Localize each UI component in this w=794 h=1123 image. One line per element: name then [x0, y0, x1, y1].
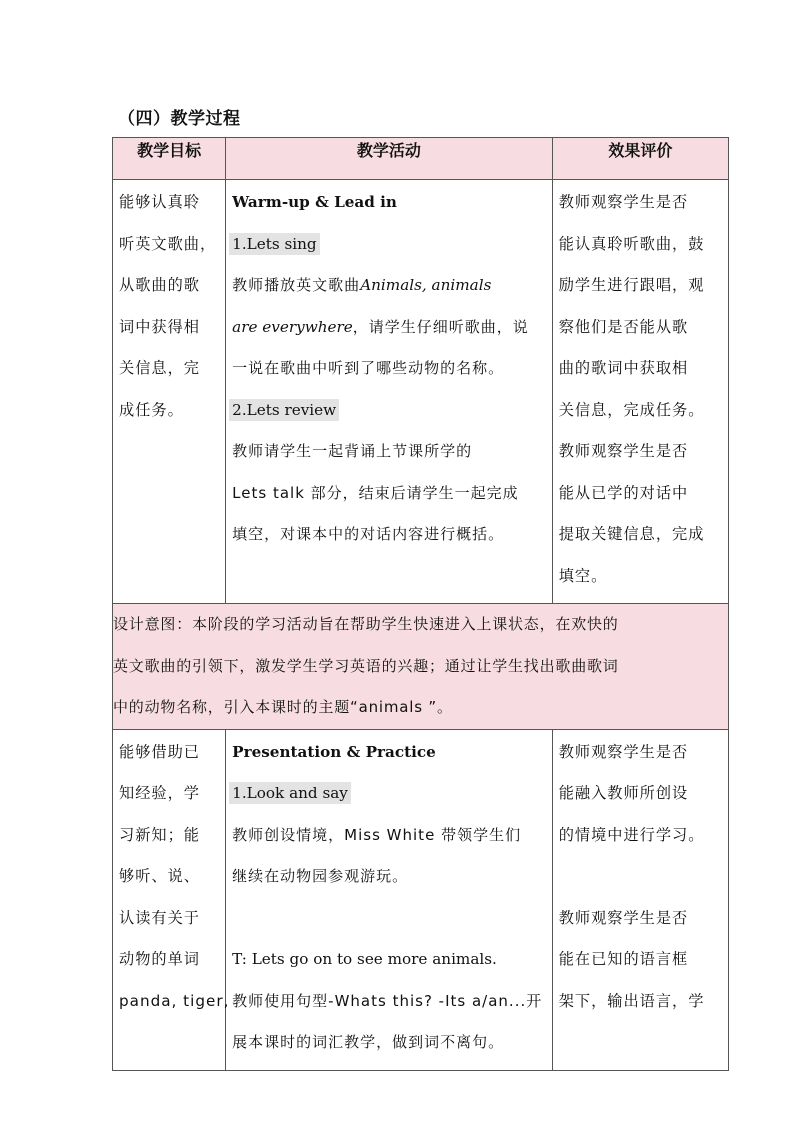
evaluation-line: 教师观察学生是否 [558, 742, 689, 761]
evaluation-line: 教师观察学生是否 [558, 908, 689, 927]
activity-text: 教师请学生一起背诵上节课所学的 [232, 442, 473, 460]
activity-text [232, 898, 546, 940]
activity-text: T: Lets go on to see more animals. [232, 950, 497, 968]
activity-text: 教师播放英文歌曲 [232, 276, 361, 294]
goal-cell-presentation [113, 729, 230, 1070]
goal-text-presentation [113, 730, 230, 1029]
design-intent-line: 设计意图：本阶段的学习活动旨在帮助学生快速进入上课状态，在欢快的 [113, 615, 619, 633]
stage-heading-presentation: Presentation & Practice [232, 742, 436, 761]
evaluation-line: 能从已学的对话中 [558, 483, 689, 502]
evaluation-line: 能在已知的语言框 [558, 950, 689, 968]
goal-line: 词中获得相 [119, 317, 200, 336]
header-evaluation: 效果评价 [552, 138, 728, 180]
activity-text: 教师创设情境，Miss White 带领学生们 [232, 825, 522, 844]
evaluation-text-warmup [553, 180, 728, 603]
goal-line: 够听、说、 [119, 867, 200, 885]
evaluation-line: 励学生进行跟唱，观 [558, 276, 705, 294]
activity-text: Lets talk 部分，结束后请学生一起完成 [232, 483, 519, 502]
evaluation-line: 架下，输出语言，学 [558, 991, 705, 1010]
goal-line: 能够认真聆 [119, 193, 200, 211]
goal-line: 从歌曲的歌 [119, 276, 200, 294]
activity-text: 填空，对课本中的对话内容进行概括。 [232, 525, 505, 543]
design-intent-row [113, 604, 729, 730]
goal-line: 知经验，学 [119, 784, 200, 802]
table-header-row [113, 138, 729, 180]
goal-line: 能够借助已 [119, 742, 200, 761]
goal-line: 成任务。 [119, 400, 184, 419]
design-intent-cell [113, 604, 729, 730]
stage-heading-warmup: Warm-up & Lead in [232, 193, 397, 211]
step-label-lets-review: 2.Lets review [229, 399, 339, 421]
step-label-look-and-say: 1.Look and say [229, 782, 351, 804]
goal-line: 关信息，完 [119, 359, 200, 377]
section-title: （四）教学过程 [118, 109, 241, 129]
step-label-lets-sing: 1.Lets sing [229, 233, 319, 255]
song-title: Animals, animals [360, 276, 492, 294]
evaluation-text-presentation [553, 730, 728, 1029]
teaching-process-table [112, 137, 729, 1071]
activity-text: ，请学生仔细听歌曲，说 [352, 317, 529, 336]
design-intent-line: 英文歌曲的引领下，激发学生学习英语的兴趣；通过让学生找出歌曲歌词 [113, 656, 619, 675]
header-activity: 教学活动 [226, 138, 553, 180]
header-goal: 教学目标 [113, 138, 226, 180]
evaluation-line: 能认真聆听歌曲，鼓 [558, 234, 705, 253]
design-intent-line: 中的动物名称，引入本课时的主题“animals ”。 [113, 698, 453, 716]
evaluation-cell-presentation [552, 729, 728, 1070]
evaluation-line: 能融入教师所创设 [558, 784, 689, 802]
goal-line: panda, tiger, [119, 991, 230, 1010]
evaluation-line: 教师观察学生是否 [558, 442, 689, 460]
activity-text: 一说在歌曲中听到了哪些动物的名称。 [232, 359, 505, 377]
evaluation-line: 填空。 [558, 566, 608, 585]
evaluation-line: 曲的歌词中获取相 [558, 359, 689, 377]
song-title: are everywhere [232, 317, 353, 336]
goal-line: 动物的单词 [119, 950, 200, 968]
activity-text: 展本课时的词汇教学，做到词不离句。 [232, 1033, 505, 1051]
evaluation-line: 的情境中进行学习。 [558, 825, 705, 844]
evaluation-cell-warmup [552, 180, 728, 604]
activity-text: 继续在动物园参观游玩。 [232, 867, 409, 885]
goal-line: 听英文歌曲， [119, 234, 217, 253]
evaluation-line: 提取关键信息，完成 [558, 525, 705, 543]
goal-cell-warmup [113, 180, 226, 604]
activity-cell-warmup [226, 180, 553, 604]
evaluation-line: 察他们是否能从歌 [558, 317, 689, 336]
goal-line: 习新知；能 [119, 825, 200, 844]
activity-text: 教师使用句型-Whats this? -Its a/an...开 [232, 991, 543, 1010]
design-intent-text [113, 604, 728, 729]
evaluation-line: 教师观察学生是否 [558, 193, 689, 211]
goal-line: 认读有关于 [119, 908, 200, 927]
goal-text-warmup [113, 180, 225, 437]
table-row-presentation [113, 729, 729, 1070]
table-row-warmup [113, 180, 729, 604]
activity-cell-presentation [226, 729, 553, 1070]
evaluation-line [559, 856, 722, 898]
evaluation-line: 关信息，完成任务。 [558, 400, 705, 419]
